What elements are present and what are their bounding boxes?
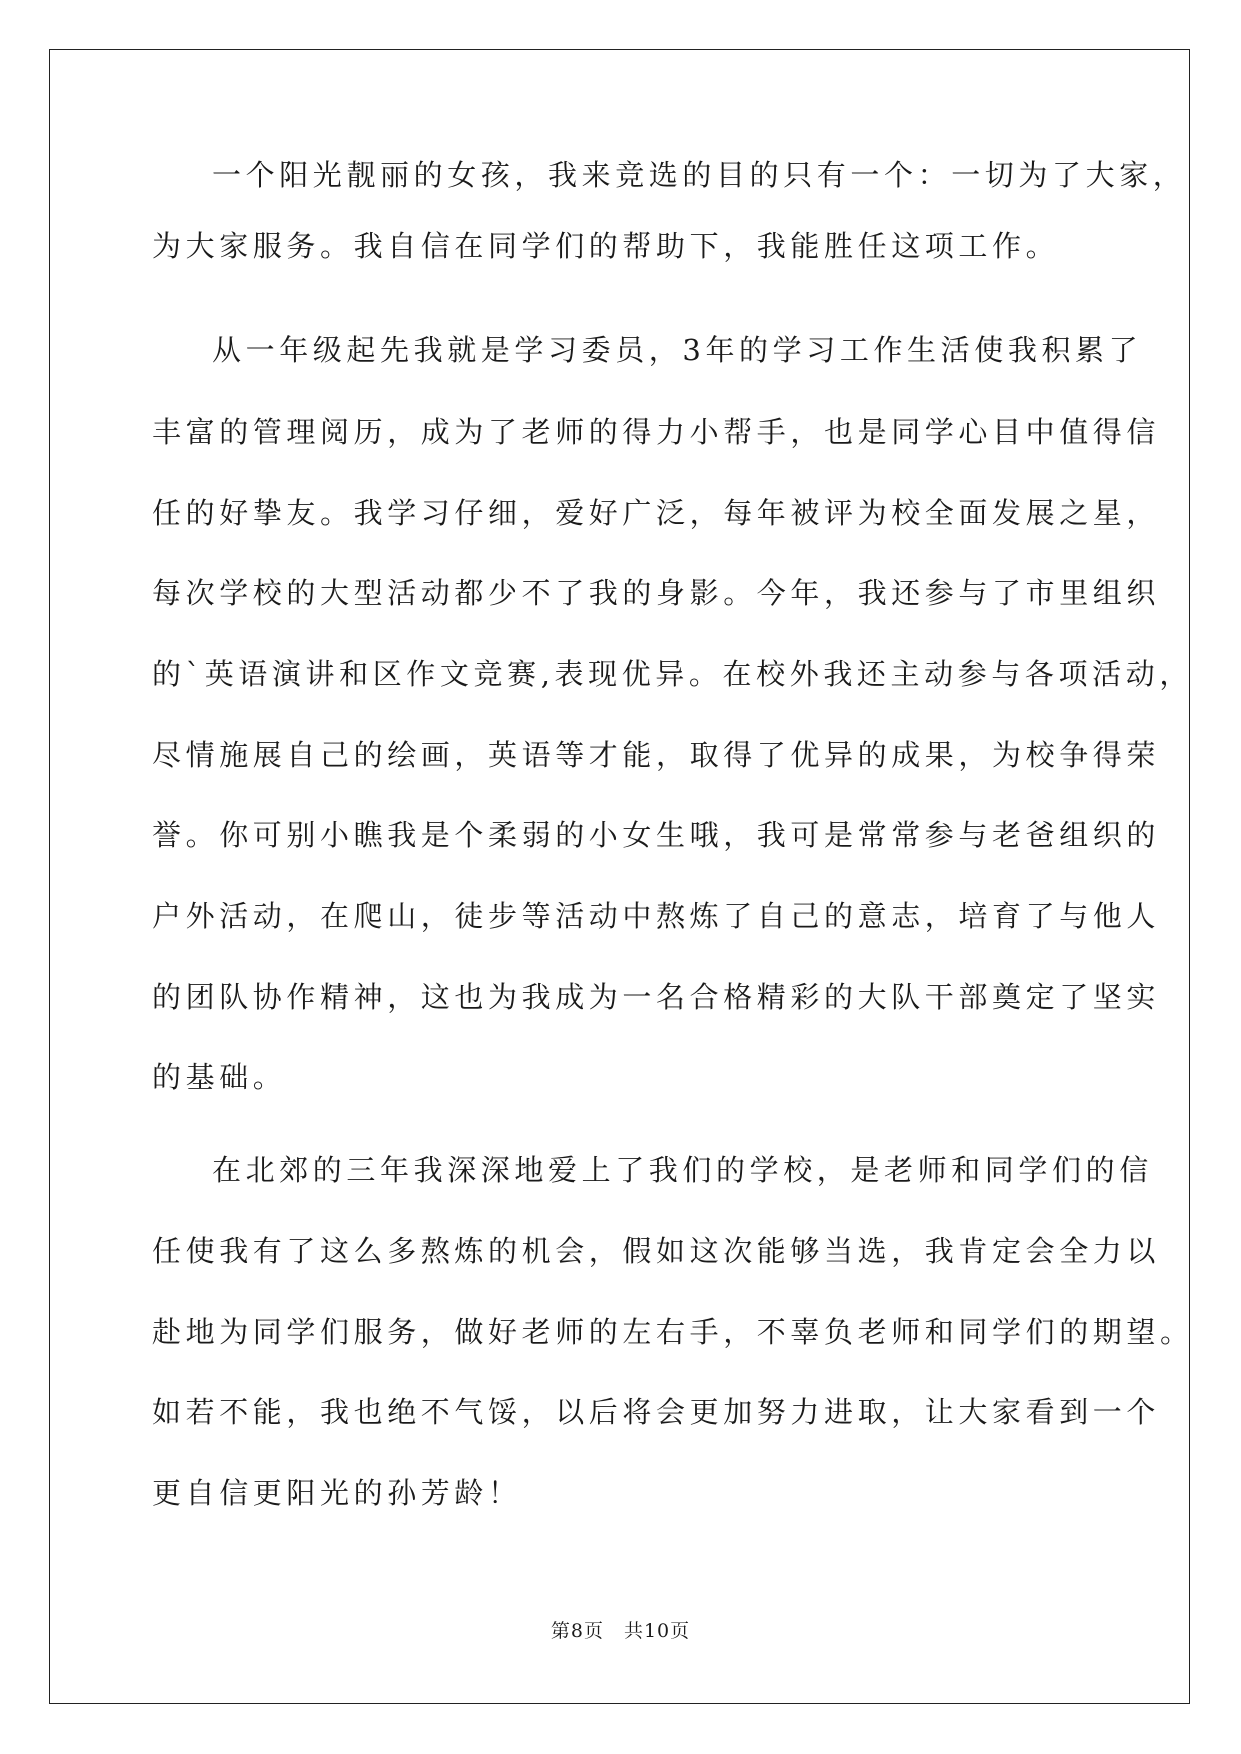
- paragraph-3-line-5: 更自信更阳光的孙芳龄！: [152, 1476, 522, 1510]
- paragraph-2-line-8: 户外活动，在爬山，徒步等活动中熬炼了自己的意志，培育了与他人: [152, 899, 1161, 933]
- paragraph-2-line-1: 从一年级起先我就是学习委员，3年的学习工作生活使我积累了: [212, 333, 1143, 367]
- paragraph-2-line-9: 的团队协作精神，这也为我成为一名合格精彩的大队干部奠定了坚实: [152, 980, 1161, 1014]
- paragraph-3-line-3: 赴地为同学们服务，做好老师的左右手，不辜负老师和同学们的期望。: [152, 1315, 1194, 1349]
- paragraph-2-line-6: 尽情施展自己的绘画，英语等才能，取得了优异的成果，为校争得荣: [152, 738, 1161, 772]
- paragraph-2-line-7: 誉。你可别小瞧我是个柔弱的小女生哦，我可是常常参与老爸组织的: [152, 818, 1161, 852]
- page-frame: [49, 49, 1190, 1704]
- paragraph-3-line-4: 如若不能，我也绝不气馁，以后将会更加努力进取，让大家看到一个: [152, 1395, 1161, 1429]
- paragraph-2-line-3: 任的好挚友。我学习仔细，爱好广泛，每年被评为校全面发展之星，: [152, 496, 1161, 530]
- paragraph-3-line-2: 任使我有了这么多熬炼的机会，假如这次能够当选，我肯定会全力以: [152, 1234, 1161, 1268]
- paragraph-1-line-1: 一个阳光靓丽的女孩，我来竞选的目的只有一个：一切为了大家，: [212, 158, 1187, 192]
- paragraph-2-line-2: 丰富的管理阅历，成为了老师的得力小帮手，也是同学心目中值得信: [152, 415, 1161, 449]
- paragraph-2-line-5: 的`英语演讲和区作文竞赛,表现优异。在校外我还主动参与各项活动，: [152, 657, 1193, 691]
- paragraph-2-line-4: 每次学校的大型活动都少不了我的身影。今年，我还参与了市里组织: [152, 576, 1161, 610]
- paragraph-1-line-2: 为大家服务。我自信在同学们的帮助下，我能胜任这项工作。: [152, 229, 1060, 263]
- page-number-footer: 第8页 共10页: [550, 1620, 691, 1642]
- paragraph-2-line-10: 的基础。: [152, 1060, 287, 1094]
- paragraph-3-line-1: 在北郊的三年我深深地爱上了我们的学校，是老师和同学们的信: [212, 1153, 1153, 1187]
